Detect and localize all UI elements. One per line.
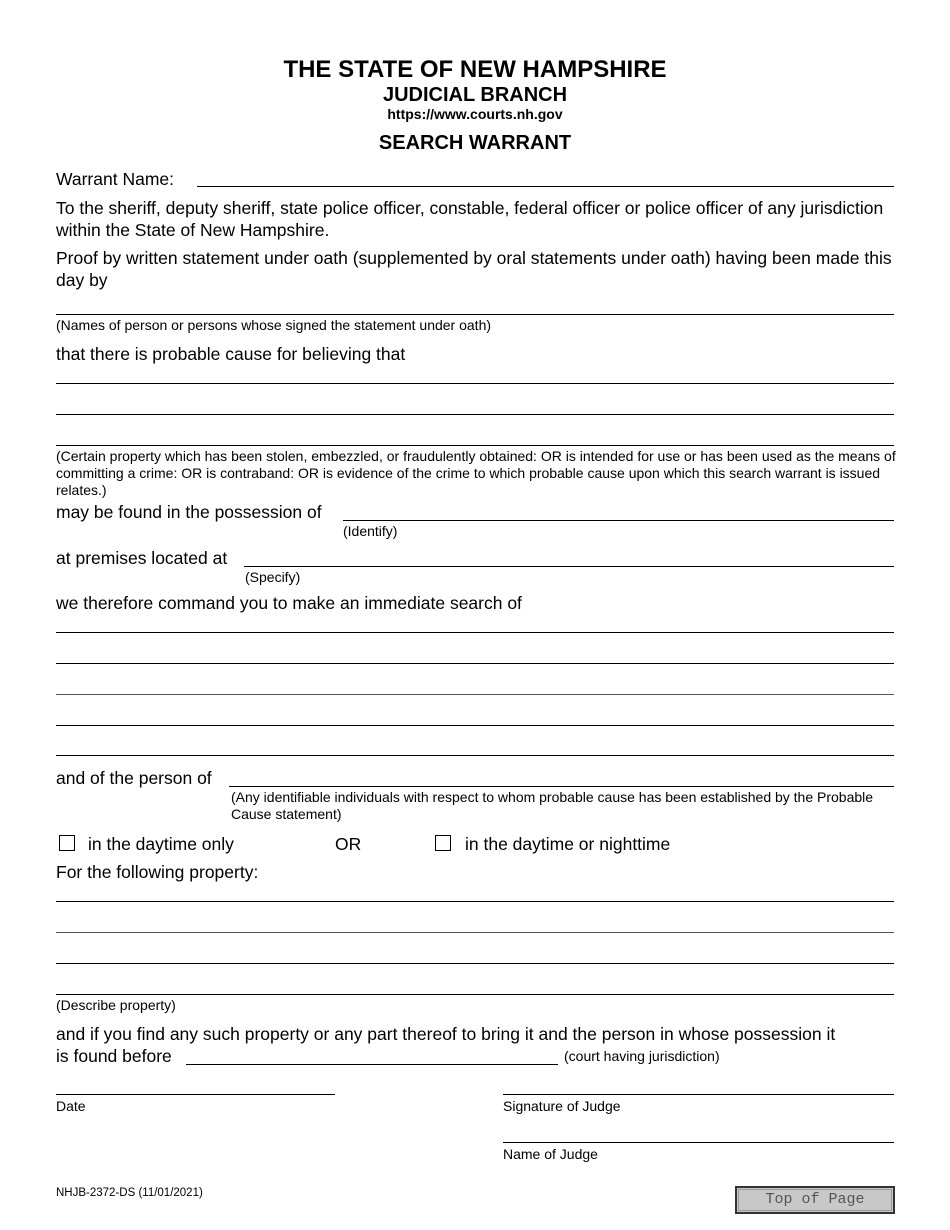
or-label: OR [335,834,362,854]
date-field[interactable] [56,1094,335,1095]
day-or-night-label: in the daytime or nighttime [465,834,671,854]
search-line-4[interactable] [56,725,894,726]
probable-cause-line-3[interactable] [56,445,894,446]
day-or-night-checkbox[interactable] [435,835,451,851]
probable-cause-line-1[interactable] [56,383,894,384]
possession-field[interactable] [343,520,894,521]
property-line-3[interactable] [56,963,894,964]
warrant-name-label: Warrant Name: [56,169,174,189]
sworn-names-field[interactable] [56,314,894,315]
describe-caption: (Describe property) [56,997,176,1013]
possession-label: may be found in the possession of [56,502,322,522]
top-of-page-button[interactable]: Top of Page [735,1186,895,1214]
form-number: NHJB-2372-DS (11/01/2021) [56,1187,203,1199]
branch-title: JUDICIAL BRANCH [382,84,568,106]
search-line-2[interactable] [56,663,894,664]
person-field[interactable] [229,786,894,787]
daytime-only-checkbox[interactable] [59,835,75,851]
found-before-label: is found before [56,1046,172,1066]
state-title: THE STATE OF NEW HAMPSHIRE [283,56,667,83]
premises-label: at premises located at [56,548,228,568]
command-text: we therefore command you to make an immediate search of [56,593,522,613]
form-title: SEARCH WARRANT [378,132,572,154]
search-line-1[interactable] [56,632,894,633]
court-caption: (court having jurisdiction) [564,1048,720,1064]
following-property-label: For the following property: [56,862,259,882]
identify-caption: (Identify) [343,523,398,539]
property-line-1[interactable] [56,901,894,902]
judge-name-label: Name of Judge [503,1146,598,1162]
probable-cause-line-2[interactable] [56,414,894,415]
person-caption: (Any identifiable individuals with respect to whom probable cause has been established by the Probable Cause statement) [231,789,874,822]
judge-signature-field[interactable] [503,1094,894,1095]
premises-field[interactable] [244,566,894,567]
bring-text: and if you find any such property or any part thereof to bring it and the person in whose possession it [56,1024,836,1044]
proof-text: Proof by written statement under oath (supplemented by oral statements under oath) having been made this day by [56,248,892,290]
property-line-2[interactable] [56,932,894,933]
daytime-only-label: in the daytime only [88,834,234,854]
property-line-4[interactable] [56,994,894,995]
court-field[interactable] [186,1064,558,1065]
date-label: Date [56,1098,86,1114]
warrant-name-field[interactable] [197,186,894,187]
intro-text: To the sheriff, deputy sheriff, state police officer, constable, federal officer or police officer of any jurisdiction within the State of New Hampshire. [56,198,884,240]
signature-label: Signature of Judge [503,1098,621,1114]
probable-cause-text: that there is probable cause for believing that [56,344,406,364]
courts-url: https://www.courts.nh.gov [387,106,563,122]
names-caption: (Names of person or persons whose signed the statement under oath) [56,317,492,333]
judge-name-field[interactable] [503,1142,894,1143]
search-line-5[interactable] [56,755,894,756]
specify-caption: (Specify) [245,569,301,585]
search-line-3[interactable] [56,694,894,695]
person-label: and of the person of [56,768,212,788]
property-caption: (Certain property which has been stolen, embezzled, or fraudulently obtained: OR is intended for use or has been used as the means of committing a crime: OR is contraband: OR is evidence of the crime to which probable cause upon which this search warrant is issued relates.) [56,448,896,498]
